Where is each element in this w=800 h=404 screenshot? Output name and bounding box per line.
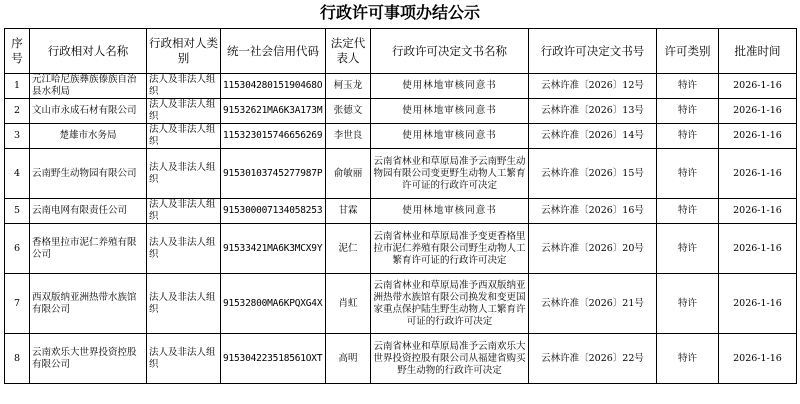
cell-legal-rep: 柯玉龙 — [326, 74, 371, 99]
cell-doc-name: 使用林地审核同意书 — [371, 74, 529, 99]
cell-category: 法人及非法人组织 — [147, 274, 221, 334]
cell-index: 7 — [5, 274, 30, 334]
table-row — [5, 224, 797, 274]
cell-approval-date: 2026-1-16 — [719, 149, 797, 199]
cell-approval-date: 2026-1-16 — [719, 224, 797, 274]
cell-doc-no: 云林许准〔2026〕15号 — [529, 149, 657, 199]
cell-name: 云南电网有限责任公司 — [30, 199, 147, 224]
cell-credit-code: 91533421MA6K3MCX9Y — [221, 224, 326, 274]
cell-permit-type: 特许 — [657, 334, 719, 384]
cell-index: 8 — [5, 334, 30, 384]
table-row — [5, 99, 797, 124]
cell-approval-date: 2026-1-16 — [719, 124, 797, 149]
col-header-category: 行政相对人类别 — [147, 29, 221, 74]
cell-index: 2 — [5, 99, 30, 124]
cell-doc-no: 云林许准〔2026〕13号 — [529, 99, 657, 124]
cell-doc-no: 云林许准〔2026〕16号 — [529, 199, 657, 224]
table-row — [5, 124, 797, 149]
cell-legal-rep: 高明 — [326, 334, 371, 384]
col-header-credit-code: 统一社会信用代码 — [221, 29, 326, 74]
cell-credit-code: 91530103745277987P — [221, 149, 326, 199]
cell-doc-name: 使用林地审核同意书 — [371, 124, 529, 149]
cell-index: 5 — [5, 199, 30, 224]
cell-permit-type: 特许 — [657, 149, 719, 199]
cell-legal-rep: 李世良 — [326, 124, 371, 149]
cell-permit-type: 特许 — [657, 74, 719, 99]
table-row — [5, 199, 797, 224]
cell-category: 法人及非法人组织 — [147, 334, 221, 384]
col-header-index: 序号 — [5, 29, 30, 74]
col-header-approval-date: 批准时间 — [719, 29, 797, 74]
cell-index: 6 — [5, 224, 30, 274]
cell-index: 3 — [5, 124, 30, 149]
cell-credit-code: 11530428015190468O — [221, 74, 326, 99]
cell-legal-rep: 张德文 — [326, 99, 371, 124]
cell-category: 法人及非法人组织 — [147, 124, 221, 149]
cell-permit-type: 特许 — [657, 99, 719, 124]
cell-permit-type: 特许 — [657, 199, 719, 224]
cell-credit-code: 915300007134058253 — [221, 199, 326, 224]
col-header-permit-type: 许可类别 — [657, 29, 719, 74]
col-header-legal-rep: 法定代表人 — [326, 29, 371, 74]
cell-category: 法人及非法人组织 — [147, 99, 221, 124]
cell-permit-type: 特许 — [657, 224, 719, 274]
cell-permit-type: 特许 — [657, 274, 719, 334]
col-header-doc-no: 行政许可决定文书号 — [529, 29, 657, 74]
cell-name: 楚雄市水务局 — [30, 124, 147, 149]
cell-approval-date: 2026-1-16 — [719, 334, 797, 384]
cell-category: 法人及非法人组织 — [147, 74, 221, 99]
permit-table — [4, 28, 797, 384]
cell-credit-code: 91532800MA6KPQXG4X — [221, 274, 326, 334]
cell-doc-no: 云林许准〔2026〕20号 — [529, 224, 657, 274]
cell-index: 4 — [5, 149, 30, 199]
cell-approval-date: 2026-1-16 — [719, 74, 797, 99]
col-header-name: 行政相对人名称 — [30, 29, 147, 74]
cell-doc-no: 云林许准〔2026〕22号 — [529, 334, 657, 384]
table-row — [5, 274, 797, 334]
cell-credit-code: 915304223518561OXT — [221, 334, 326, 384]
cell-name: 文山市永成石材有限公司 — [30, 99, 147, 124]
cell-name: 元江哈尼族彝族傣族自治县水利局 — [30, 74, 147, 99]
cell-doc-name: 云南省林业和草原局准予云南欢乐大世界投资控股有限公司从福建省购买野生动物的行政许可决定 — [371, 334, 529, 384]
cell-doc-name: 云南省林业和草原局准予西双版纳亚洲热带水族馆有限公司换发和变更国家重点保护陆生野生动物人工繁育许可证的行政许可决定 — [371, 274, 529, 334]
cell-credit-code: 91532621MA6K3A173M — [221, 99, 326, 124]
cell-category: 法人及非法人组织 — [147, 199, 221, 224]
cell-doc-name: 使用林地审核同意书 — [371, 99, 529, 124]
cell-legal-rep: 泥仁 — [326, 224, 371, 274]
cell-legal-rep: 俞敏丽 — [326, 149, 371, 199]
cell-name: 西双版纳亚洲热带水族馆有限公司 — [30, 274, 147, 334]
table-row — [5, 149, 797, 199]
cell-doc-name: 云南省林业和草原局准予变更香格里拉市泥仁养殖有限公司野生动物人工繁育许可证的行政许可决定 — [371, 224, 529, 274]
cell-approval-date: 2026-1-16 — [719, 199, 797, 224]
cell-doc-no: 云林许准〔2026〕14号 — [529, 124, 657, 149]
cell-legal-rep: 肖虹 — [326, 274, 371, 334]
cell-index: 1 — [5, 74, 30, 99]
cell-name: 香格里拉市泥仁养殖有限公司 — [30, 224, 147, 274]
cell-credit-code: 115323015746656269 — [221, 124, 326, 149]
cell-doc-name: 使用林地审核同意书 — [371, 199, 529, 224]
table-row — [5, 74, 797, 99]
cell-approval-date: 2026-1-16 — [719, 99, 797, 124]
cell-approval-date: 2026-1-16 — [719, 274, 797, 334]
cell-category: 法人及非法人组织 — [147, 224, 221, 274]
cell-doc-no: 云林许准〔2026〕12号 — [529, 74, 657, 99]
cell-name: 云南欢乐大世界投资控股有限公司 — [30, 334, 147, 384]
cell-permit-type: 特许 — [657, 124, 719, 149]
col-header-doc-name: 行政许可决定文书名称 — [371, 29, 529, 74]
cell-category: 法人及非法人组织 — [147, 149, 221, 199]
header-row — [5, 29, 797, 74]
table-row — [5, 334, 797, 384]
cell-doc-no: 云林许准〔2026〕21号 — [529, 274, 657, 334]
cell-doc-name: 云南省林业和草原局准予云南野生动物园有限公司变更野生动物人工繁育许可证的行政许可决定 — [371, 149, 529, 199]
cell-legal-rep: 甘霖 — [326, 199, 371, 224]
page-title: 行政许可事项办结公示 — [319, 3, 480, 22]
cell-name: 云南野生动物园有限公司 — [30, 149, 147, 199]
